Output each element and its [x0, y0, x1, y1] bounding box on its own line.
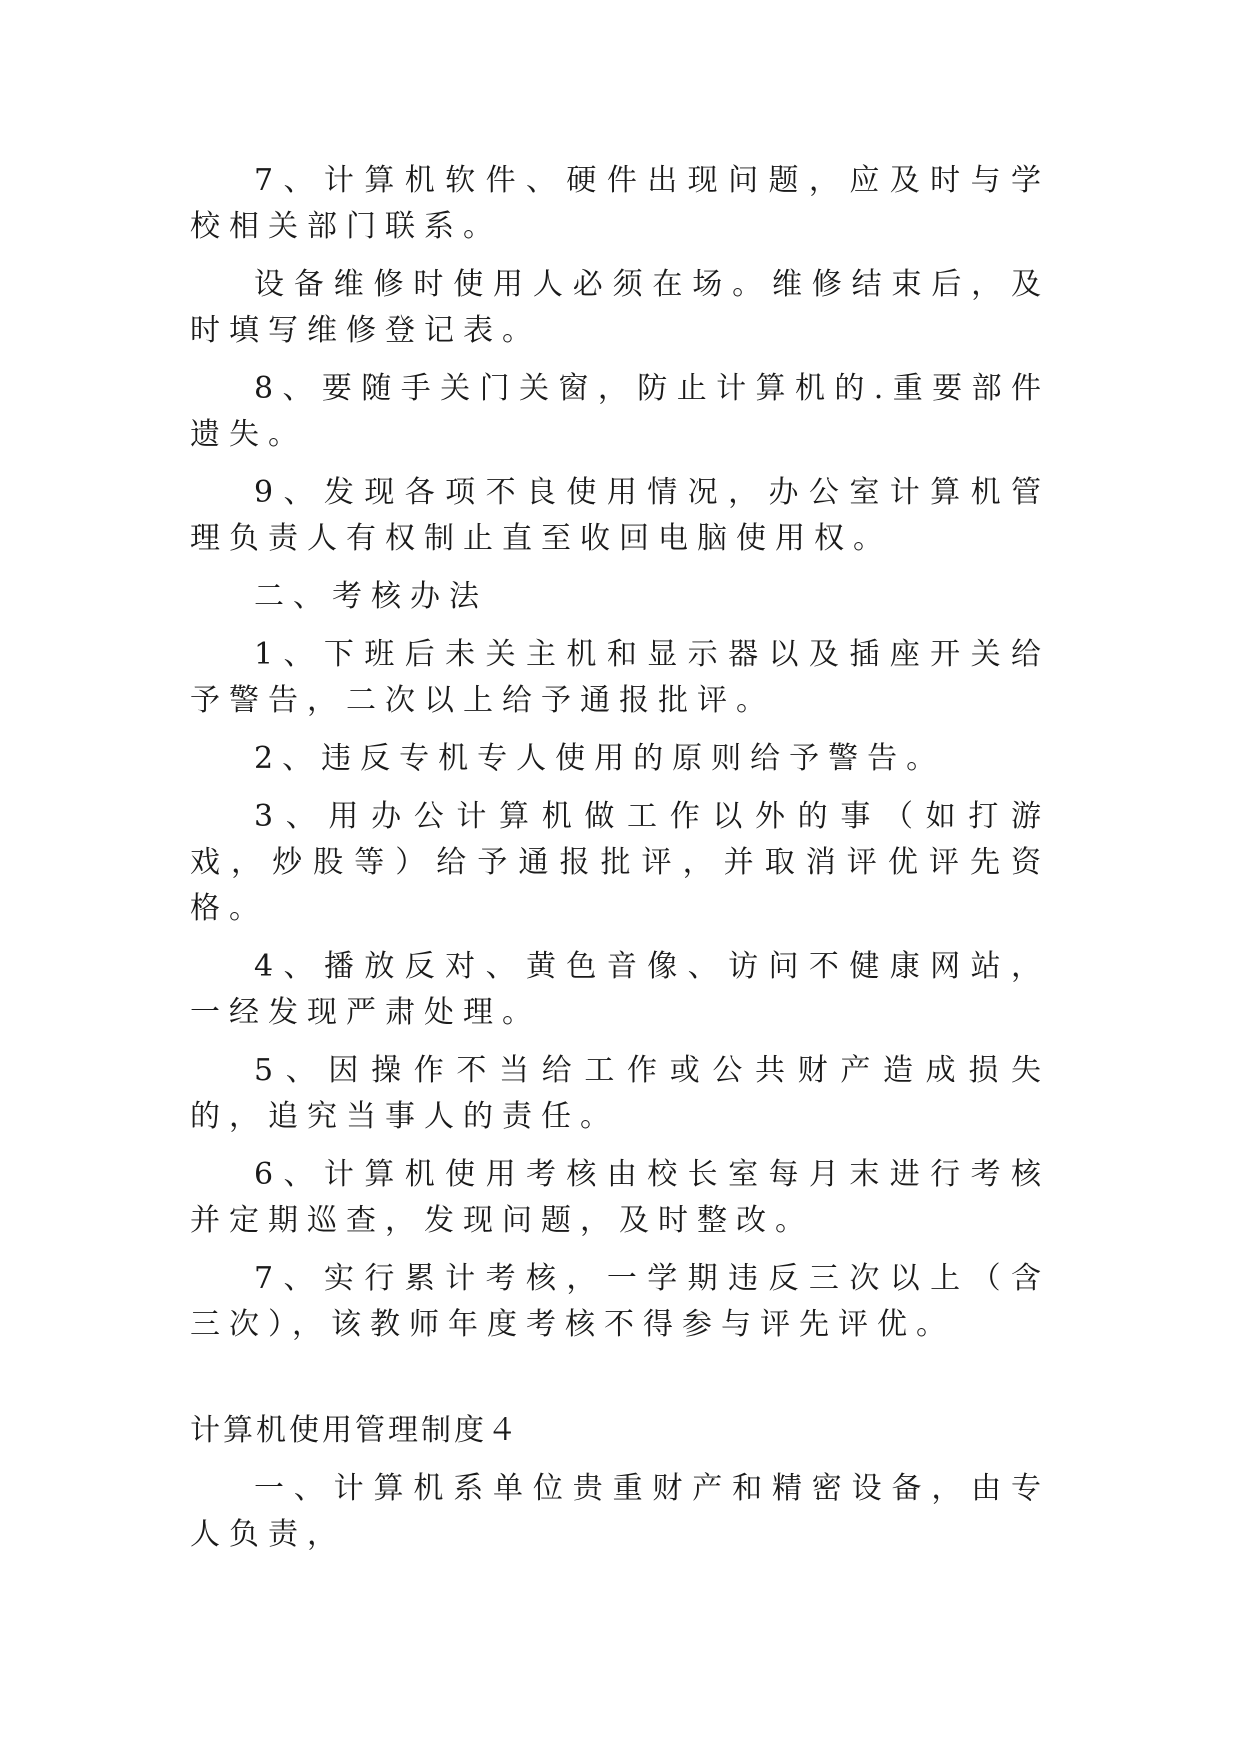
- paragraph-assessment-3: 3、用办公计算机做工作以外的事（如打游戏，炒股等）给予通报批评，并取消评优评先资格。: [190, 799, 1050, 926]
- paragraph-assessment-6: 6、计算机使用考核由校长室每月末进行考核并定期巡查，发现问题，及时整改。: [190, 1157, 1050, 1238]
- paragraph-item-9-stop-usage: 9、发现各项不良使用情况，办公室计算机管理负责人有权制止直至收回电脑使用权。: [190, 475, 1050, 556]
- paragraph-assessment-4: 4、播放反对、黄色音像、访问不健康网站，一经发现严肃处理。: [190, 949, 1050, 1030]
- paragraph-section4-item-1: 一、计算机系单位贵重财产和精密设备，由专人负责，: [190, 1471, 1050, 1552]
- paragraph-item-7-software-hardware: 7、计算机软件、硬件出现问题，应及时与学校相关部门联系。: [190, 163, 1050, 244]
- section-title: 计算机使用管理制度４: [190, 1413, 520, 1448]
- paragraph-assessment-7: 7、实行累计考核，一学期违反三次以上（含三次），该教师年度考核不得参与评先评优。: [190, 1261, 1050, 1342]
- paragraph-assessment-1: 1、下班后未关主机和显示器以及插座开关给予警告，二次以上给予通报批评。: [190, 637, 1050, 718]
- document-body: [190, 158, 1050, 1570]
- paragraph-repair-presence: 设备维修时使用人必须在场。维修结束后，及时填写维修登记表。: [190, 267, 1050, 348]
- paragraph-item-8-close-doors: 8、要随手关门关窗，防止计算机的.重要部件遗失。: [190, 371, 1050, 452]
- paragraph-assessment-5: 5、因操作不当给工作或公共财产造成损失的，追究当事人的责任。: [190, 1053, 1050, 1134]
- paragraph-assessment-2: 2、违反专机专人使用的原则给予警告。: [254, 741, 946, 776]
- section-spacer: [190, 1360, 1050, 1408]
- section-heading-assessment: 二、考核办法: [254, 579, 488, 614]
